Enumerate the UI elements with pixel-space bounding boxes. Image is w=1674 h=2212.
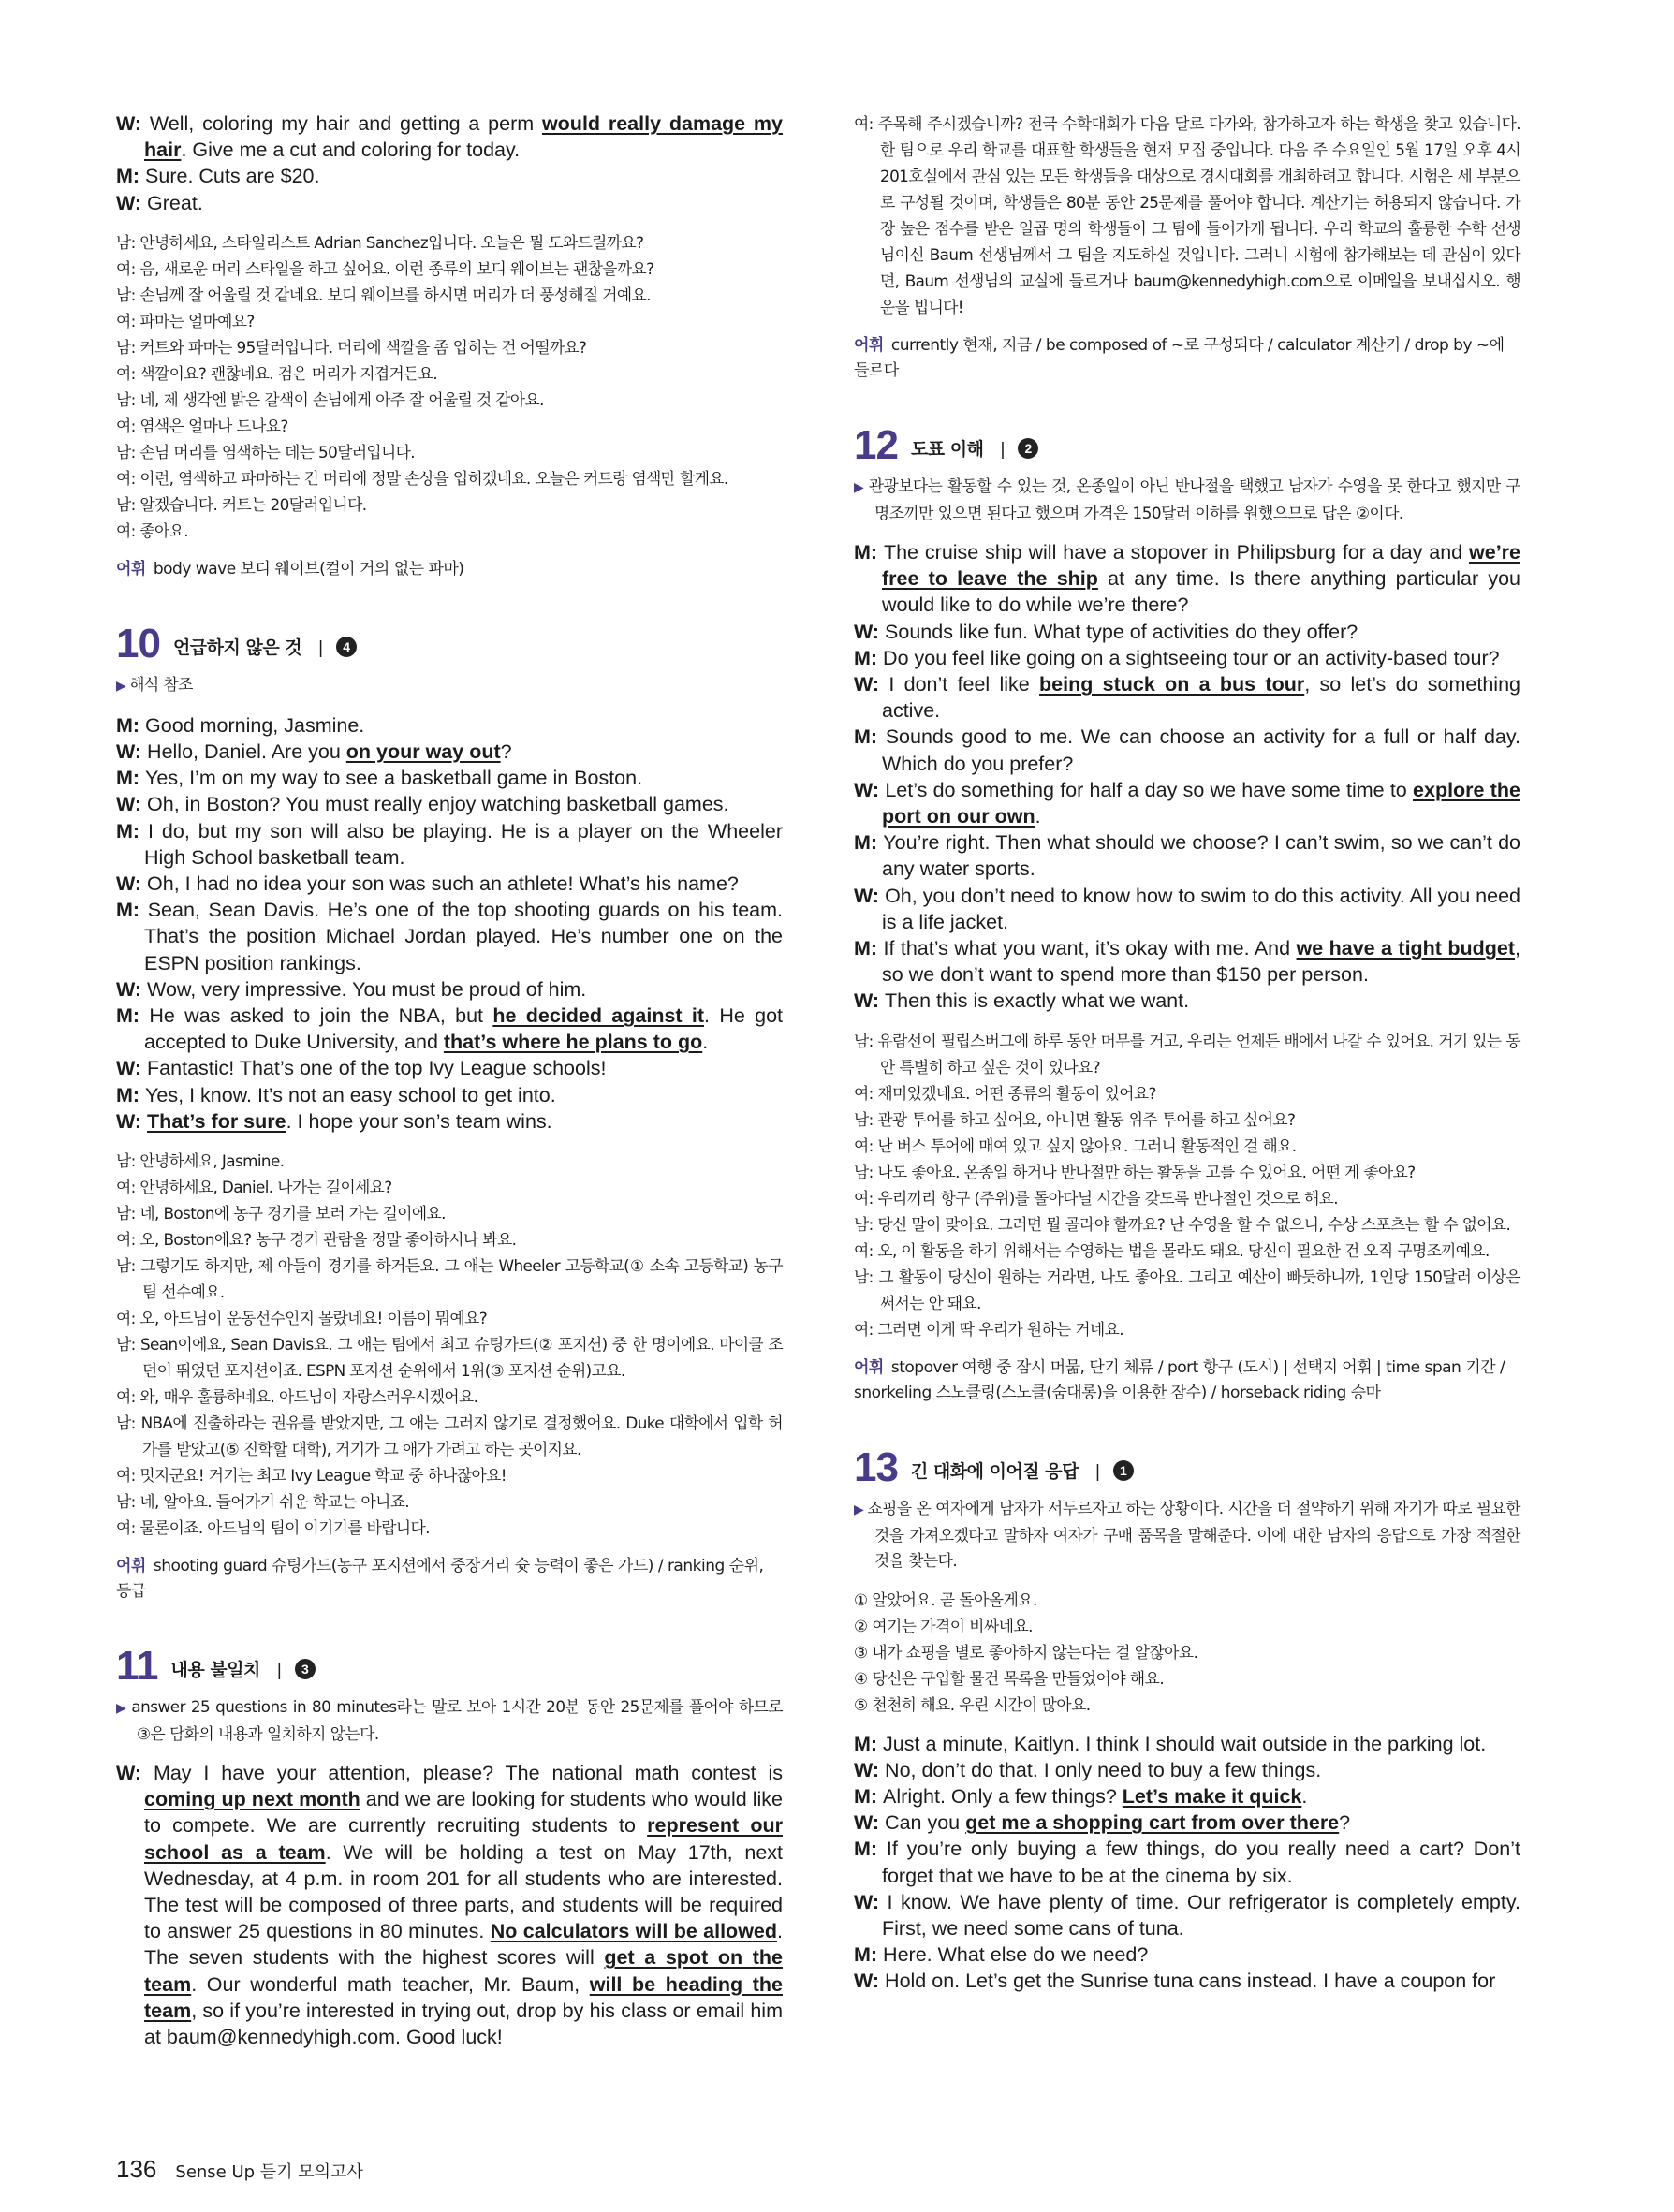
dialogue-line: M: Good morning, Jasmine. xyxy=(116,713,365,737)
dialogue-line: M: Here. What else do we need? xyxy=(854,1943,1149,1967)
vocab-text: stopover 여행 중 잠시 머묾, 단기 체류 / port 항구 (도시) | 선택지 어휘 | time span 기간 / snorkeling 스노클링(스노클(숨대롱)을 이용한 잠수) / horseback riding 승마 xyxy=(854,1357,1505,1402)
left-column xyxy=(116,110,783,2050)
speaker-label: W: xyxy=(854,1890,888,1913)
answer-badge: 3 xyxy=(295,1659,316,1679)
dialogue-line: W: No, don’t do that. I only need to buy a few things. xyxy=(854,1758,1322,1781)
question-11-header xyxy=(116,1643,783,1690)
dialogue-line: W: Can you get me a shopping cart from over there? xyxy=(854,1811,1351,1835)
dialogue-line: M: Sure. Cuts are $20. xyxy=(116,165,320,188)
speaker-label: W: xyxy=(116,1057,148,1080)
question-12-note: ▶ 관광보다는 활동할 수 있는 것, 온종일이 아닌 반나절을 택했고 남자가 수영을 못 한다고 했지만 구명조끼만 있으면 된다고 했으며 가격은 150달러 이하를 원했으므로 답은 ②이다. xyxy=(854,476,1521,522)
translation-line: 남: Sean이에요, Sean Davis요. 그 애는 팀에서 최고 슈팅가드(② 포지션) 중 한 명이에요. 마이클 조던이 뛰었던 포지션이죠. ESPN 포지션 순위에서 1위(③ 포지션 순위)고요. xyxy=(116,1335,783,1381)
key-phrase: get me a shopping cart from over there xyxy=(965,1811,1340,1835)
key-phrase: coming up next month xyxy=(144,1788,360,1811)
speaker-label: W: xyxy=(116,112,150,135)
translation-line: 남: 네, Boston에 농구 경기를 보러 가는 길이에요. xyxy=(116,1204,446,1223)
separator: | xyxy=(1094,1461,1100,1482)
translation-line: 남: 안녕하세요, 스타일리스트 Adrian Sanchez입니다. 오늘은 뭘 도와드릴까요? xyxy=(116,232,644,252)
speaker-label: W: xyxy=(854,1811,886,1835)
speaker-label: M: xyxy=(854,1838,887,1861)
dialogue-line: M: You’re right. Then what should we choose? I can’t swim, so we can’t do any water sports. xyxy=(854,831,1520,881)
translation-line: 여: 오, 이 활동을 하기 위해서는 수영하는 법을 몰라도 돼요. 당신이 필요한 건 오직 구명조끼예요. xyxy=(854,1240,1490,1260)
speaker-label: W: xyxy=(854,673,889,696)
key-phrase: being stuck on a bus tour xyxy=(1039,673,1305,696)
dialogue-line: M: If you’re only buying a few things, do you really need a cart? Don’t forget that we have to be at the cinema by six. xyxy=(854,1838,1521,1887)
translation-line: 여: 오, 아드님이 운동선수인지 몰랐네요! 이름이 뭐예요? xyxy=(116,1309,488,1328)
dialogue-line: M: He was asked to join the NBA, but he decided against it. He got accepted to Duke University, and that’s where he plans to go. xyxy=(116,1004,784,1054)
book-title: Sense Up 듣기 모의고사 xyxy=(175,2162,363,2182)
dialogue-line: M: Sean, Sean Davis. He’s one of the top shooting guards on his team. That’s the position Michael Jordan played. He’s number one on the ESPN position rankings. xyxy=(116,899,783,974)
translation-line: 여: 그러면 이게 딱 우리가 원하는 거네요. xyxy=(854,1319,1123,1339)
dialogue-line: M: Yes, I know. It’s not an easy school to get into. xyxy=(116,1083,556,1106)
key-phrase: Let’s make it quick xyxy=(1122,1785,1302,1809)
speaker-label: W: xyxy=(854,884,886,907)
speaker-label: M: xyxy=(854,937,884,960)
speaker-label: M: xyxy=(854,541,884,564)
vocab-11 xyxy=(854,333,1520,384)
question-title: 긴 대화에 이어질 응답 xyxy=(910,1460,1079,1482)
dialogue-line: W: Then this is exactly what we want. xyxy=(854,989,1190,1013)
speaker-label: W: xyxy=(854,620,886,643)
translation-line: 남: 네, 알아요. 들어가기 쉬운 학교는 아니죠. xyxy=(116,1492,410,1512)
dialogue-line: W: Fantastic! That’s one of the top Ivy League schools! xyxy=(116,1057,607,1080)
dialogue-line: W: Well, coloring my hair and getting a perm would really damage my hair. Give me a cut and coloring for today. xyxy=(116,112,784,162)
question-number: 13 xyxy=(854,1443,898,1490)
speaker-label: W: xyxy=(116,977,148,1001)
speaker-label: M: xyxy=(116,899,148,922)
translation-line: 남: 관광 투어를 하고 싶어요, 아니면 활동 위주 투어를 하고 싶어요? xyxy=(854,1109,1296,1129)
speaker-label: W: xyxy=(854,989,886,1013)
key-phrase: get a spot on the team xyxy=(144,1946,783,1996)
translation-line: 남: 손님 머리를 염색하는 데는 50달러입니다. xyxy=(116,442,415,461)
speaker-label: W: xyxy=(854,778,886,801)
vocab-12 xyxy=(854,1355,1520,1406)
key-phrase: would really damage my hair xyxy=(144,112,784,162)
translation-line: 남: 나도 좋아요. 온종일 하거나 반나절만 하는 활동을 고를 수 있어요. 어떤 게 좋아요? xyxy=(854,1162,1416,1181)
dialogue-line: W: Hello, Daniel. Are you on your way out? xyxy=(116,740,512,764)
speaker-label: M: xyxy=(854,1943,884,1967)
dialogue-line: W: I know. We have plenty of time. Our refrigerator is completely empty. First, we need some cans of tuna. xyxy=(854,1890,1520,1941)
question-title: 언급하지 않은 것 xyxy=(172,637,302,658)
dialogue-10-korean xyxy=(116,1148,783,1541)
question-10-header xyxy=(116,620,783,667)
translation-line: 남: 그렇기도 하지만, 제 아들이 경기를 하거든요. 그 애는 Wheeler 고등학교(① 소속 고등학교) 농구팀 선수예요. xyxy=(116,1256,783,1302)
triangle-icon: ▶ xyxy=(116,1701,132,1717)
dialogue-line: M: Just a minute, Kaitlyn. I think I should wait outside in the parking lot. xyxy=(854,1732,1487,1755)
translation-line: 여: 좋아요. xyxy=(116,520,188,540)
vocab-label: 어휘 xyxy=(854,1357,884,1377)
key-phrase: No calculators will be allowed xyxy=(490,1920,778,1943)
speaker-label: M: xyxy=(116,1004,150,1028)
question-12-header xyxy=(854,422,1520,468)
translation-line: 남: 당신 말이 맞아요. 그러면 뭘 골라야 할까요? 난 수영을 할 수 없으니, 수상 스포츠는 할 수 없어요. xyxy=(854,1214,1511,1234)
dialogue-line: M: The cruise ship will have a stopover in Philipsburg for a day and we’re free to leave the ship at any time. Is there anything particular you would like to do while we’re there? xyxy=(854,541,1520,617)
translation-line: 남: 안녕하세요, Jasmine. xyxy=(116,1151,285,1171)
speaker-label: W: xyxy=(116,793,148,816)
translation-line: 여: 난 버스 투어에 매여 있고 싶지 않아요. 그러니 활동적인 걸 해요. xyxy=(854,1135,1297,1155)
dialogue-line: W: Oh, you don’t need to know how to swim to do this activity. All you need is a life jacket. xyxy=(854,884,1520,933)
dialogue-line: W: Oh, I had no idea your son was such an athlete! What’s his name? xyxy=(116,872,739,896)
dialogue-line: M: Yes, I’m on my way to see a basketball game in Boston. xyxy=(116,767,643,790)
dialogue-13-english xyxy=(854,1731,1520,1995)
triangle-icon: ▶ xyxy=(854,1502,868,1517)
vocab-text: shooting guard 슈팅가드(농구 포지션에서 중장거리 슛 능력이 좋은 가드) / ranking 순위, 등급 xyxy=(116,1557,764,1602)
question-number: 10 xyxy=(116,620,160,667)
answer-badge: 2 xyxy=(1018,438,1038,459)
translation-line: ⑤ 천천히 해요. 우린 시간이 많아요. xyxy=(854,1694,1091,1714)
translation-line: 여: 오, Boston에요? 농구 경기 관람을 정말 좋아하시나 봐요. xyxy=(116,1230,517,1250)
vocab-label: 어휘 xyxy=(854,336,884,355)
translation-line: ④ 당신은 구입할 물건 목록을 만들었어야 해요. xyxy=(854,1668,1165,1688)
vocab-10 xyxy=(116,1554,783,1604)
key-phrase: explore the port on our own xyxy=(882,778,1521,828)
translation-line: 여: 파마는 얼마예요? xyxy=(116,311,255,330)
vocab-label: 어휘 xyxy=(116,559,146,579)
separator: | xyxy=(318,637,324,658)
dialogue-12-korean xyxy=(854,1028,1520,1342)
translation-line: 남: 그 활동이 당신이 원하는 거라면, 나도 좋아요. 그리고 예산이 빠듯하니까, 1인당 150달러 이상은 써서는 안 돼요. xyxy=(854,1267,1520,1312)
speaker-label: M: xyxy=(854,1732,884,1755)
monologue-11-korean xyxy=(854,110,1520,320)
question-13-note: ▶ 쇼핑을 온 여자에게 남자가 서두르자고 하는 상황이다. 시간을 더 절약하기 위해 자기가 따로 필요한 것을 가져오겠다고 말하자 여자가 구매 품목을 말해준다. 이에 대한 남자의 응답으로 가장 적절한 것을 찾는다. xyxy=(854,1498,1520,1570)
translation-line: 여: 이런, 염색하고 파마하는 건 머리에 정말 손상을 입히겠네요. 오늘은 커트랑 염색만 할게요. xyxy=(116,468,728,488)
speaker-label: M: xyxy=(854,646,884,669)
speaker-label: M: xyxy=(116,1083,146,1106)
dialogue-line: W: Let’s do something for half a day so we have some time to explore the port on our own. xyxy=(854,778,1521,828)
question-13-header xyxy=(854,1443,1520,1490)
speaker-label: W: xyxy=(116,1762,154,1785)
key-phrase: we’re free to leave the ship xyxy=(882,541,1520,591)
speaker-label: M: xyxy=(116,713,146,737)
speaker-label: W: xyxy=(116,1109,148,1133)
key-phrase: we have a tight budget xyxy=(1296,937,1516,960)
speaker-label: M: xyxy=(116,165,146,188)
vocab-text: currently 현재, 지금 / be composed of ~로 구성되다 / calculator 계산기 / drop by ~에 들르다 xyxy=(854,336,1505,380)
dialogue-9-english xyxy=(116,110,783,216)
translation-line: 남: 알겠습니다. 커트는 20달러입니다. xyxy=(116,494,367,514)
dialogue-line: W: Hold on. Let’s get the Sunrise tuna cans instead. I have a coupon for xyxy=(854,1970,1496,1993)
translation-line: 남: 커트와 파마는 95달러입니다. 머리에 색깔을 좀 입히는 건 어떨까요? xyxy=(116,337,587,357)
question-title: 내용 불일치 xyxy=(170,1660,260,1681)
translation-line: ③ 내가 쇼핑을 별로 좋아하지 않는다는 걸 알잖아요. xyxy=(854,1642,1198,1662)
answer-choices xyxy=(854,1587,1520,1718)
question-title: 도표 이해 xyxy=(910,439,984,460)
translation-line: 여: 재미있겠네요. 어떤 종류의 활동이 있어요? xyxy=(854,1083,1156,1103)
translation-line: 여: 주목해 주시겠습니까? 전국 수학대회가 다음 달로 다가와, 참가하고자 하는 학생을 찾고 있습니다. 한 팀으로 우리 학교를 대표할 학생들을 현재 모집 중입니다. 다음 주 수요일인 5월 17일 오후 4시 201호실에서 관심 있는 모든 학생들을 대상으로 경시대회를 개최하려고 합니다. 시험은 세 부분으로 구성될 것이며, 학생들은 80분 동안 25문제를 풀어야 합니다. 계산기는 허용되지 않습니다. 가장 높은 점수를 받은 일곱 명의 학생들이 그 팀에 들어가게 됩니다. 우리 학교의 훌륭한 수학 선생님이신 Baum 선생님께서 그 팀을 지도하실 것입니다. 그러니 시험에 참가해보는 데 관심이 있다면, Baum 선생님의 교실에 들르거나 baum@kennedyhigh.com으로 이메일을 보내십시오. 행운을 빕니다! xyxy=(854,114,1520,316)
answer-badge: 4 xyxy=(336,637,357,657)
dialogue-12-english xyxy=(854,539,1520,1015)
page-number: 136 xyxy=(116,2155,157,2183)
translation-line: 여: 음, 새로운 머리 스타일을 하고 싶어요. 이런 종류의 보디 웨이브는 괜찮을까요? xyxy=(116,258,654,278)
dialogue-line: M: Alright. Only a few things? Let’s make it quick. xyxy=(854,1785,1308,1809)
speaker-label: W: xyxy=(116,872,148,896)
speaker-label: M: xyxy=(854,725,886,749)
dialogue-line: W: I don’t feel like being stuck on a bus tour, so let’s do something active. xyxy=(854,673,1520,723)
translation-line: 남: NBA에 진출하라는 권유를 받았지만, 그 애는 그러지 않기로 결정했어요. Duke 대학에서 입학 허가를 받았고(⑤ 진학할 대학), 거기가 그 애가 가려고 하는 곳이지요. xyxy=(116,1414,783,1459)
dialogue-line: M: If that’s what you want, it’s okay with me. And we have a tight budget, so we don’t want to spend more than $150 per person. xyxy=(854,937,1521,987)
dialogue-line: W: May I have your attention, please? The national math contest is coming up next month and we are looking for students who would like to compete. We are currently recruiting students to represent our school as a team. We will be holding a test on May 17th, next Wednesday, at 4 p.m. in room 201 for all students who are interested. The test will be composed of three parts, and students will be required to answer 25 questions in 80 minutes. No calculators will be allowed. The seven students with the highest scores will get a spot on the team. Our wonderful math teacher, Mr. Baum, will be heading the team, so if you’re interested in trying out, drop by his class or email him at baum@kennedyhigh.com. Good luck! xyxy=(116,1762,783,2049)
answer-badge: 1 xyxy=(1113,1460,1134,1481)
dialogue-line: W: Sounds like fun. What type of activities do they offer? xyxy=(854,620,1358,643)
dialogue-10-english xyxy=(116,712,783,1135)
vocab-text: body wave 보디 웨이브(컬이 거의 없는 파마) xyxy=(153,559,464,579)
dialogue-line: M: Do you feel like going on a sightseeing tour or an activity-based tour? xyxy=(854,646,1500,669)
dialogue-line: M: Sounds good to me. We can choose an activity for a full or half day. Which do you prefer? xyxy=(854,725,1521,775)
speaker-label: W: xyxy=(116,740,148,764)
question-number: 12 xyxy=(854,422,898,468)
dialogue-line: W: Wow, very impressive. You must be proud of him. xyxy=(116,977,587,1001)
page-footer xyxy=(116,2155,363,2184)
translation-line: 여: 와, 매우 훌륭하네요. 아드님이 자랑스러우시겠어요. xyxy=(116,1387,478,1407)
translation-line: 여: 색깔이요? 괜찮네요. 검은 머리가 지겹거든요. xyxy=(116,363,438,383)
right-column xyxy=(854,110,1520,1995)
key-phrase: that’s where he plans to go xyxy=(443,1031,703,1054)
speaker-label: M: xyxy=(854,831,884,855)
key-phrase: will be heading the team xyxy=(144,1972,783,2022)
triangle-icon: ▶ xyxy=(854,480,869,495)
speaker-label: W: xyxy=(116,191,148,214)
translation-line: 남: 손님께 잘 어울릴 것 같네요. 보디 웨이브를 하시면 머리가 더 풍성해질 거예요. xyxy=(116,285,651,304)
key-phrase: on your way out xyxy=(345,740,501,764)
question-11-note: ▶ answer 25 questions in 80 minutes라는 말로 보아 1시간 20분 동안 25문제를 풀어야 하므로 ③은 담화의 내용과 일치하지 않는다. xyxy=(116,1697,783,1744)
dialogue-line: M: I do, but my son will also be playing. He is a player on the Wheeler High School basketball team. xyxy=(116,819,783,869)
question-number: 11 xyxy=(116,1643,158,1690)
key-phrase: represent our school as a team xyxy=(144,1814,783,1864)
key-phrase: he decided against it xyxy=(492,1004,705,1028)
dialogue-line: W: Oh, in Boston? You must really enjoy watching basketball games. xyxy=(116,793,729,816)
separator: | xyxy=(1000,440,1006,460)
dialogue-9-korean xyxy=(116,229,783,544)
triangle-icon: ▶ xyxy=(116,678,130,694)
speaker-label: M: xyxy=(854,1785,884,1809)
dialogue-line: W: Great. xyxy=(116,191,203,214)
question-10-note: ▶ 해석 참조 xyxy=(116,674,193,694)
monologue-11-english xyxy=(116,1760,783,2050)
translation-line: ② 여기는 가격이 비싸네요. xyxy=(854,1616,1033,1635)
translation-line: 남: 네, 제 생각엔 밝은 갈색이 손님에게 아주 잘 어울릴 것 같아요. xyxy=(116,389,544,409)
translation-line: 여: 멋지군요! 거기는 최고 Ivy League 학교 중 하나잖아요! xyxy=(116,1466,507,1486)
speaker-label: W: xyxy=(854,1758,886,1781)
vocab-9 xyxy=(116,557,783,582)
translation-line: 여: 안녕하세요, Daniel. 나가는 길이세요? xyxy=(116,1178,392,1197)
translation-line: 여: 염색은 얼마나 드나요? xyxy=(116,416,288,435)
translation-line: 남: 유람선이 필립스버그에 하루 동안 머무를 거고, 우리는 언제든 배에서 나갈 수 있어요. 거기 있는 동안 특별히 하고 싶은 것이 있나요? xyxy=(854,1031,1520,1077)
vocab-label: 어휘 xyxy=(116,1557,146,1576)
dialogue-line: W: That’s for sure. I hope your son’s team wins. xyxy=(116,1109,552,1133)
translation-line: 여: 물론이죠. 아드님의 팀이 이기기를 바랍니다. xyxy=(116,1518,430,1538)
key-phrase: That’s for sure xyxy=(147,1109,286,1133)
speaker-label: M: xyxy=(116,767,146,790)
speaker-label: W: xyxy=(854,1970,886,1993)
translation-line: ① 알았어요. 곧 돌아올게요. xyxy=(854,1589,1037,1609)
translation-line: 여: 우리끼리 항구 (주위)를 돌아다닐 시간을 갖도록 반나절인 것으로 해요. xyxy=(854,1188,1339,1208)
separator: | xyxy=(276,1661,282,1681)
speaker-label: M: xyxy=(116,819,149,842)
